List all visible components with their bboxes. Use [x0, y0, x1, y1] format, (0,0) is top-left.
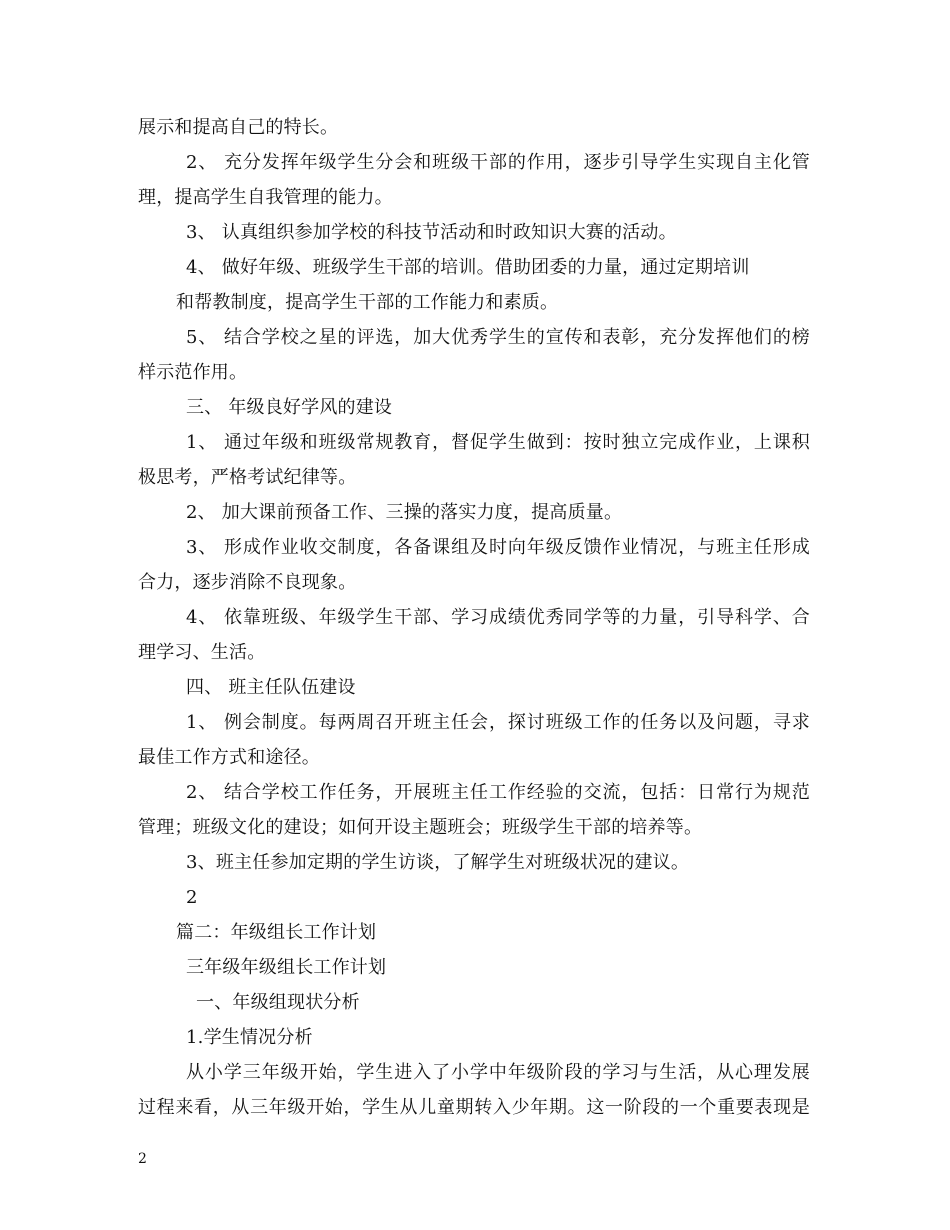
text-line: 和帮教制度，提高学生干部的工作能力和素质。 [176, 292, 559, 313]
text-line: 4、 依靠班级、年级学生干部、学习成绩优秀同学等的力量，引导科学、合 [186, 607, 810, 628]
inline-page-number: 2 [186, 887, 198, 908]
text-line: 最佳工作方式和途径。 [138, 747, 320, 768]
text-line: 管理；班级文化的建设；如何开设主题班会；班级学生干部的培养等。 [138, 817, 703, 838]
text-line: 1、 例会制度。每两周召开班主任会，探讨班级工作的任务以及问题，寻求 [186, 712, 810, 733]
text-line: 4、 做好年级、班级学生干部的培训。借助团委的力量，通过定期培训 [186, 257, 750, 278]
text-line: 2、 结合学校工作任务，开展班主任工作经验的交流，包括：日常行为规范 [186, 782, 810, 803]
text-line: 2、 充分发挥年级学生分会和班级干部的作用，逐步引导学生实现自主化管 [186, 152, 810, 173]
text-line: 3、班主任参加定期的学生访谈，了解学生对班级状况的建议。 [186, 852, 690, 873]
section-heading: 四、 班主任队伍建设 [186, 677, 356, 698]
text-line: 5、 结合学校之星的评选，加大优秀学生的宣传和表彰，充分发挥他们的榜 [186, 327, 810, 348]
text-line: 过程来看，从三年级开始，学生从儿童期转入少年期。这一阶段的一个重要表现是 [138, 1097, 810, 1118]
text-line: 理，提高学生自我管理的能力。 [138, 187, 393, 208]
text-line: 1、 通过年级和班级常规教育，督促学生做到：按时独立完成作业，上课积 [186, 432, 810, 453]
page-number: 2 [138, 1151, 147, 1167]
text-line: 从小学三年级开始，学生进入了小学中年级阶段的学习与生活，从心理发展 [186, 1062, 810, 1083]
text-line: 2、 加大课前预备工作、三操的落实力度，提高质量。 [186, 502, 623, 523]
text-line: 展示和提高自己的特长。 [138, 117, 339, 138]
article-subtitle: 三年级年级组长工作计划 [186, 957, 387, 978]
text-line: 合力，逐步消除不良现象。 [138, 572, 357, 593]
article-title: 篇二：年级组长工作计划 [176, 922, 377, 943]
text-line: 理学习、生活。 [138, 642, 266, 663]
subsection-heading: 1.学生情况分析 [186, 1027, 313, 1048]
text-line: 3、 形成作业收交制度，各备课组及时向年级反馈作业情况，与班主任形成 [186, 537, 810, 558]
text-line: 极思考，严格考试纪律等。 [138, 467, 357, 488]
text-line: 样示范作用。 [138, 362, 248, 383]
text-line: 3、 认真组织参加学校的科技节活动和时政知识大赛的活动。 [186, 222, 677, 243]
section-heading: 三、 年级良好学风的建设 [186, 397, 393, 418]
section-heading: 一、年级组现状分析 [196, 992, 360, 1013]
